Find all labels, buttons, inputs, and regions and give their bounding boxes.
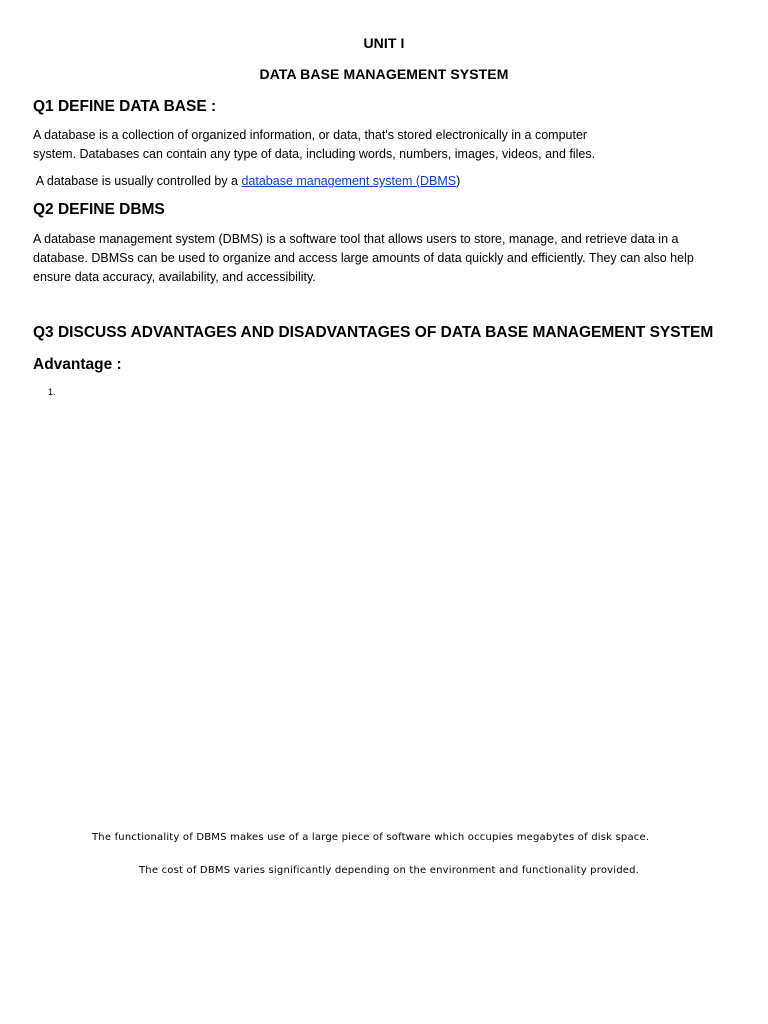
q1-line-3-suffix: ) — [456, 174, 461, 188]
q2-paragraph — [33, 230, 745, 287]
q1-line-1: A database is a collection of organized information, or data, that's stored electronically in a computer — [33, 128, 588, 142]
unit-title: UNIT I — [363, 35, 405, 51]
q1-heading: Q1 DEFINE DATA BASE : — [33, 98, 217, 115]
note-cost: The cost of DBMS varies significantly depending on the environment and functionality provided. — [139, 865, 640, 876]
q1-paragraph — [33, 126, 745, 164]
q1-line-3-prefix: A database is usually controlled by a — [33, 174, 242, 188]
q2-line-2: database. DBMSs can be used to organize and access large amounts of data quickly and efficiently. They can also help — [33, 251, 694, 265]
note-functionality: The functionality of DBMS makes use of a large piece of software which occupies megabytes of disk space. — [92, 832, 650, 843]
advantage-label: Advantage : — [33, 356, 122, 373]
dbms-link[interactable]: database management system (DBMS — [241, 174, 457, 188]
q2-line-3: ensure data accuracy, availability, and accessibility. — [33, 270, 316, 284]
q2-line-1: A database management system (DBMS) is a software tool that allows users to store, manage, and retrieve data in a — [33, 232, 679, 246]
document-title: DATA BASE MANAGEMENT SYSTEM — [259, 66, 509, 82]
q2-heading: Q2 DEFINE DBMS — [33, 201, 165, 218]
q1-dbms-sentence — [33, 172, 745, 191]
q3-heading: Q3 DISCUSS ADVANTAGES AND DISADVANTAGES OF DATA BASE MANAGEMENT SYSTEM — [33, 324, 714, 341]
q1-line-2: system. Databases can contain any type of data, including words, numbers, images, videos, and files. — [33, 147, 596, 161]
list-item-number: 1. — [48, 387, 56, 397]
